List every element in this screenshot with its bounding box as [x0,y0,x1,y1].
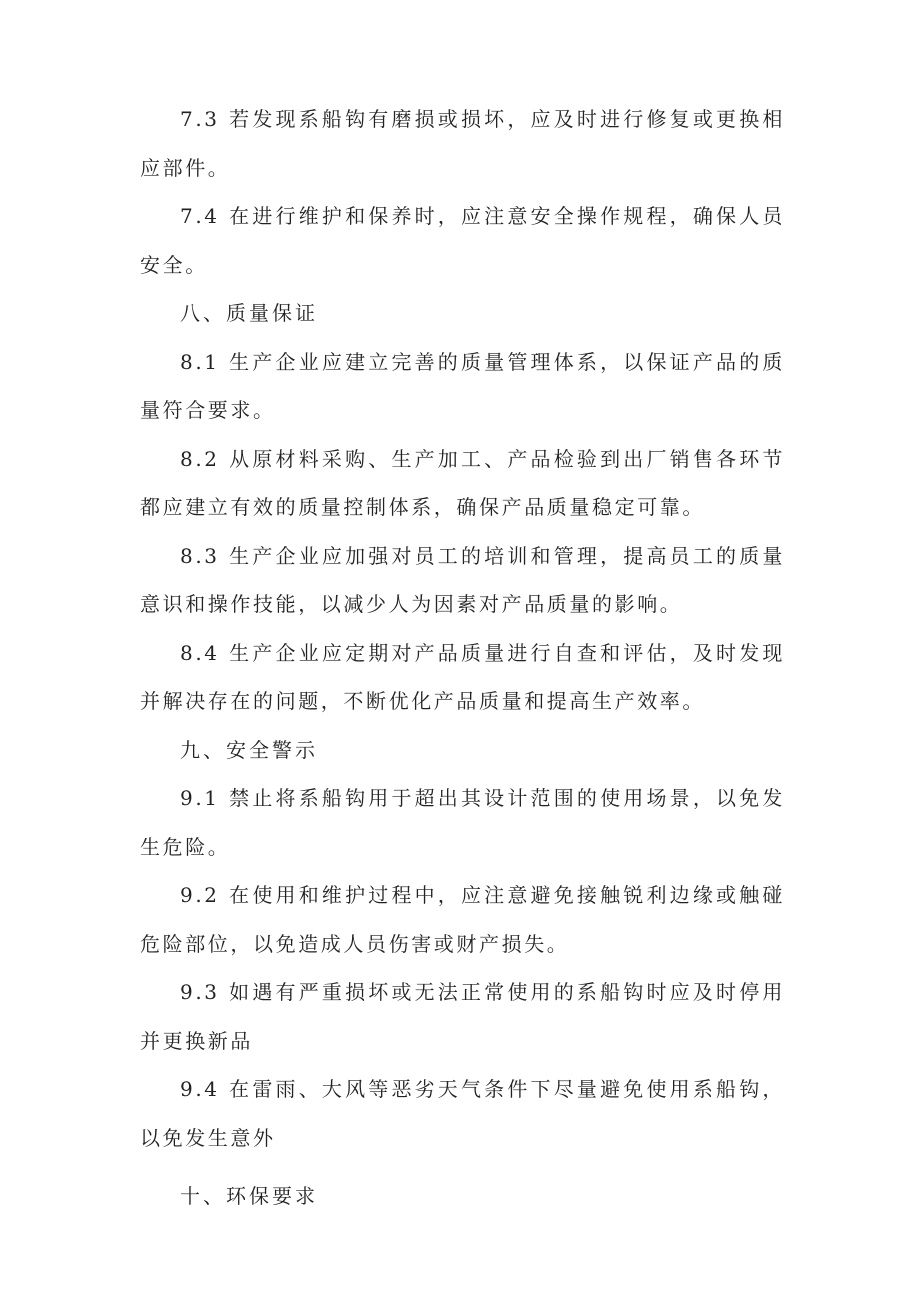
section-heading-8: 八、质量保证 [180,301,318,325]
paragraph-8-1: 8.1 生产企业应建立完善的质量管理体系，以保证产品的质量符合要求。 [140,349,785,422]
paragraph-7-3: 7.3 若发现系船钩有磨损或损坏，应及时进行修复或更换相应部件。 [140,107,785,180]
paragraph-9-3: 9.3 如遇有严重损坏或无法正常使用的系船钩时应及时停用并更换新品 [140,980,785,1053]
paragraph-9-4: 9.4 在雷雨、大风等恶劣天气条件下尽量避免使用系船钩，以免发生意外 [140,1077,785,1150]
paragraph-9-2: 9.2 在使用和维护过程中，应注意避免接触锐利边缘或触碰危险部位，以免造成人员伤害或财产损失。 [140,883,785,956]
paragraph-8-2: 8.2 从原材料采购、生产加工、产品检验到出厂销售各环节都应建立有效的质量控制体系，确保产品质量稳定可靠。 [140,446,785,519]
document-body [140,95,785,1221]
paragraph-9-1: 9.1 禁止将系船钩用于超出其设计范围的使用场景，以免发生危险。 [140,786,785,859]
section-heading-10: 十、环保要求 [180,1184,318,1208]
paragraph-8-3: 8.3 生产企业应加强对员工的培训和管理，提高员工的质量意识和操作技能，以减少人为因素对产品质量的影响。 [140,543,785,616]
section-heading-9: 九、安全警示 [180,737,318,762]
paragraph-8-4: 8.4 生产企业应定期对产品质量进行自查和评估，及时发现并解决存在的问题，不断优化产品质量和提高生产效率。 [140,640,785,713]
paragraph-7-4: 7.4 在进行维护和保养时，应注意安全操作规程，确保人员安全。 [140,204,785,277]
